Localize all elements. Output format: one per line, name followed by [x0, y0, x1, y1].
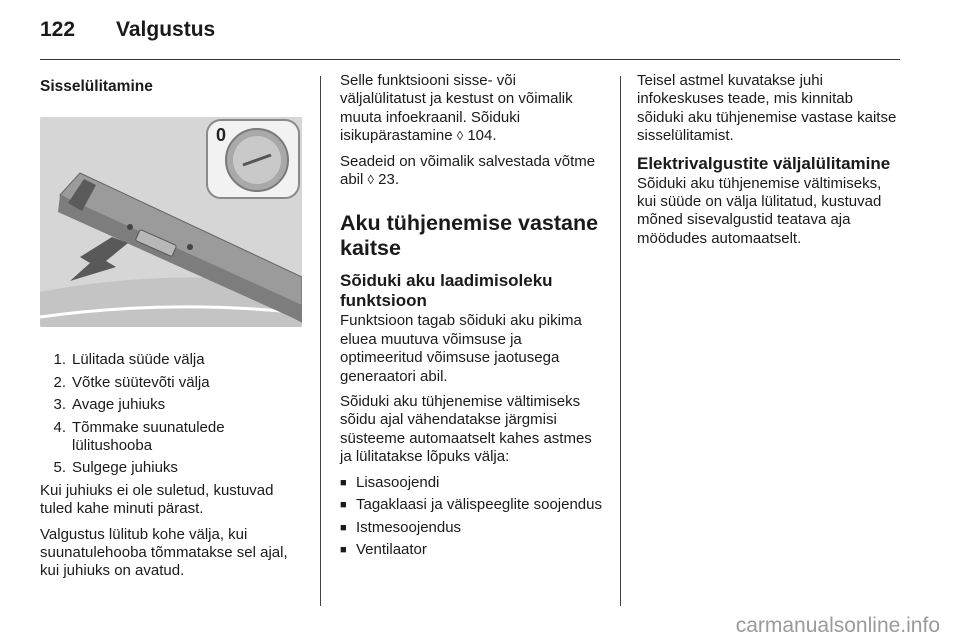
paragraph — [340, 153, 604, 190]
steps-list — [40, 351, 308, 477]
paragraph — [340, 72, 604, 146]
bullet-text: Lisasoojendi — [356, 473, 440, 491]
paragraph: Teisel astmel kuvatakse juhi infokeskuses teade, mis kinnitab sõiduki aku tühjenemise vastase kaitse sisselülitamist. — [637, 72, 897, 145]
column-left — [40, 72, 308, 588]
lever-illustration-svg — [40, 117, 302, 327]
bullet-square-icon: ■ — [340, 476, 347, 489]
page-number: 122 — [40, 18, 76, 41]
step-number: 1. — [53, 351, 66, 369]
list-item — [40, 419, 308, 456]
list-item — [40, 351, 308, 369]
paragraph: Kui juhiuks ei ole suletud, kustuvad tuled kahe minuti pärast. — [40, 481, 274, 518]
list-item — [40, 374, 308, 392]
page-reference[interactable]: 104. — [467, 127, 497, 145]
section-title: Aku tühjenemise vastane kaitse — [340, 211, 599, 261]
column-middle — [340, 72, 604, 563]
list-item — [340, 474, 604, 492]
watermark: carmanualsonline.info — [735, 614, 940, 637]
page-title: Valgustus — [116, 18, 216, 41]
paragraph: Sõiduki aku tühjenemise vältimiseks sõidu ajal vähendatakse järgmisi süsteeme automaatselt kahes astmes ja lülitatakse lõpuks välja: — [340, 393, 592, 466]
page-reference-icon: ◊ — [367, 172, 374, 188]
paragraph: Valgustus lülitub kohe välja, kui suunatulehooba tõmmatakse sel ajal, kui juhiuks on avatud. — [40, 525, 288, 580]
subsection-title: Elektrivalgustite väljalülitamine — [637, 153, 891, 173]
lever-illustration — [40, 117, 302, 327]
paragraph-text: Selle funktsiooni sisse- või väljalülitatust ja kestust on võimalik muuta infoekraanil. Sõiduki isikupärastamine — [340, 72, 573, 145]
bullet-square-icon: ■ — [340, 499, 347, 512]
bullet-square-icon: ■ — [340, 543, 347, 556]
step-text: Tõmmake suunatulede lülitushooba — [72, 418, 225, 455]
bullet-text: Ventilaator — [356, 540, 427, 558]
bullet-text: Istmesoojendus — [356, 518, 462, 536]
bullet-square-icon: ■ — [340, 521, 347, 534]
list-item — [340, 541, 604, 559]
figure-label: 0 — [216, 125, 227, 146]
header-rule — [40, 59, 900, 60]
step-text: Sulgege juhiuks — [72, 459, 178, 477]
step-number: 4. — [53, 418, 66, 436]
list-item — [40, 396, 308, 414]
subsection-title: Sõiduki aku laadimisoleku funktsioon — [340, 271, 553, 311]
bullet-text: Tagaklaasi ja välispeeglite soojendus — [356, 496, 602, 514]
step-number: 3. — [53, 396, 66, 414]
section-heading: Sisselülitamine — [40, 78, 153, 95]
list-item — [40, 459, 308, 477]
column-divider — [320, 76, 321, 606]
step-text: Lülitada süüde välja — [72, 351, 205, 369]
list-item — [340, 496, 604, 514]
paragraph-text: Seadeid on võimalik salvestada võtme abil — [340, 152, 596, 189]
paragraph: Funktsioon tagab sõiduki aku pikima eluea muutuva võimsuse ja optimeeritud võimsuse jaotusega generaatori abil. — [340, 312, 582, 385]
column-divider — [620, 76, 621, 606]
page-reference-icon: ◊ — [456, 128, 464, 144]
page-reference[interactable]: 23. — [378, 171, 399, 189]
step-text: Võtke süütevõti välja — [72, 373, 210, 391]
step-text: Avage juhiuks — [72, 396, 166, 414]
paragraph: Sõiduki aku tühjenemise vältimiseks, kui süüde on välja lülitatud, kustuvad mõned sisevalgustid teatava aja möödudes automaatselt. — [637, 174, 882, 247]
step-number: 2. — [53, 373, 66, 391]
bullet-list — [340, 474, 604, 560]
list-item — [340, 519, 604, 537]
step-number: 5. — [53, 459, 66, 477]
column-right — [637, 72, 903, 255]
